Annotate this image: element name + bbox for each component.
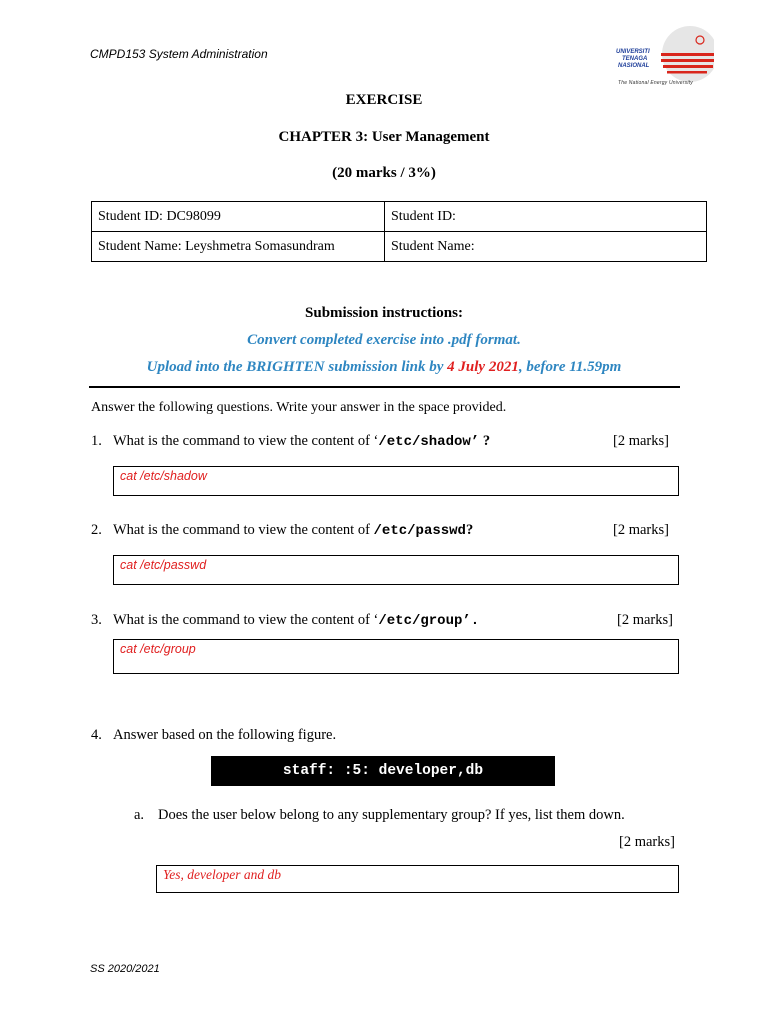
answer-box-4a[interactable] — [156, 865, 679, 893]
student-info-table — [91, 201, 707, 262]
student-id-2: Student ID: — [385, 202, 707, 232]
question-code: /etc/group’. — [378, 613, 480, 629]
question-code: /etc/shadow’ — [378, 434, 480, 450]
chapter-title: CHAPTER 3: User Management — [278, 129, 490, 145]
course-header: CMPD153 System Administration — [90, 47, 268, 61]
submission-instruction-1: Convert completed exercise into .pdf format. — [247, 332, 521, 348]
question-text: Answer based on the following figure. — [113, 727, 337, 743]
answer-text: cat /etc/group — [120, 642, 196, 656]
question-1-marks: [2 marks] — [613, 433, 669, 449]
submission-deadline-date: 4 July 2021 — [447, 359, 519, 375]
question-number: 1. — [91, 433, 102, 449]
university-logo — [614, 26, 714, 88]
submission-instruction-2 — [0, 359, 768, 376]
question-4a-marks: [2 marks] — [619, 834, 675, 850]
answer-text: cat /etc/shadow — [120, 469, 207, 483]
submission-prefix: Upload into the BRIGHTEN submission link by — [146, 359, 448, 375]
question-text-end: ? — [465, 522, 474, 538]
page-title: EXERCISE — [345, 92, 423, 108]
student-name-2: Student Name: — [385, 232, 707, 262]
answer-box-3[interactable] — [113, 639, 679, 674]
svg-text:TENAGA: TENAGA — [622, 56, 648, 62]
question-1 — [91, 433, 490, 450]
answer-text: cat /etc/passwd — [120, 558, 207, 572]
answer-box-2[interactable] — [113, 555, 679, 585]
question-3 — [91, 612, 479, 629]
footer-semester: SS 2020/2021 — [90, 963, 160, 975]
question-text: What is the command to view the content of — [113, 522, 374, 538]
sub-question-label: a. — [134, 807, 145, 823]
answer-box-1[interactable] — [113, 466, 679, 496]
question-code: /etc/passwd — [373, 523, 466, 539]
table-row — [92, 232, 707, 262]
student-id-1: Student ID: DC98099 — [92, 202, 385, 232]
question-2-marks: [2 marks] — [613, 522, 669, 538]
table-row — [92, 202, 707, 232]
student-name-1: Student Name: Leyshmetra Somasundram — [92, 232, 385, 262]
question-text: What is the command to view the content of ‘ — [113, 433, 379, 449]
question-text-end: ? — [479, 433, 491, 449]
instructions-text: Answer the following questions. Write your answer in the space provided. — [91, 400, 507, 415]
svg-text:NASIONAL: NASIONAL — [618, 63, 650, 69]
question-number: 3. — [91, 612, 102, 628]
svg-text:UNIVERSITI: UNIVERSITI — [616, 49, 650, 55]
submission-suffix: , before 11.59pm — [518, 359, 622, 375]
question-3-marks: [2 marks] — [617, 612, 673, 628]
group-figure: staff: :5: developer,db — [211, 756, 555, 786]
submission-title: Submission instructions: — [305, 305, 463, 321]
question-2 — [91, 522, 473, 539]
question-4a — [134, 807, 625, 824]
total-marks: (20 marks / 3%) — [332, 165, 436, 181]
sub-question-text: Does the user below belong to any supplementary group? If yes, list them down. — [158, 807, 625, 823]
question-number: 4. — [91, 727, 102, 743]
answer-text: Yes, developer and db — [163, 867, 281, 882]
logo-tagline: The National Energy University — [618, 80, 693, 86]
question-text: What is the command to view the content of ‘ — [113, 612, 379, 628]
divider — [89, 386, 680, 388]
question-number: 2. — [91, 522, 102, 538]
question-4 — [91, 727, 336, 744]
